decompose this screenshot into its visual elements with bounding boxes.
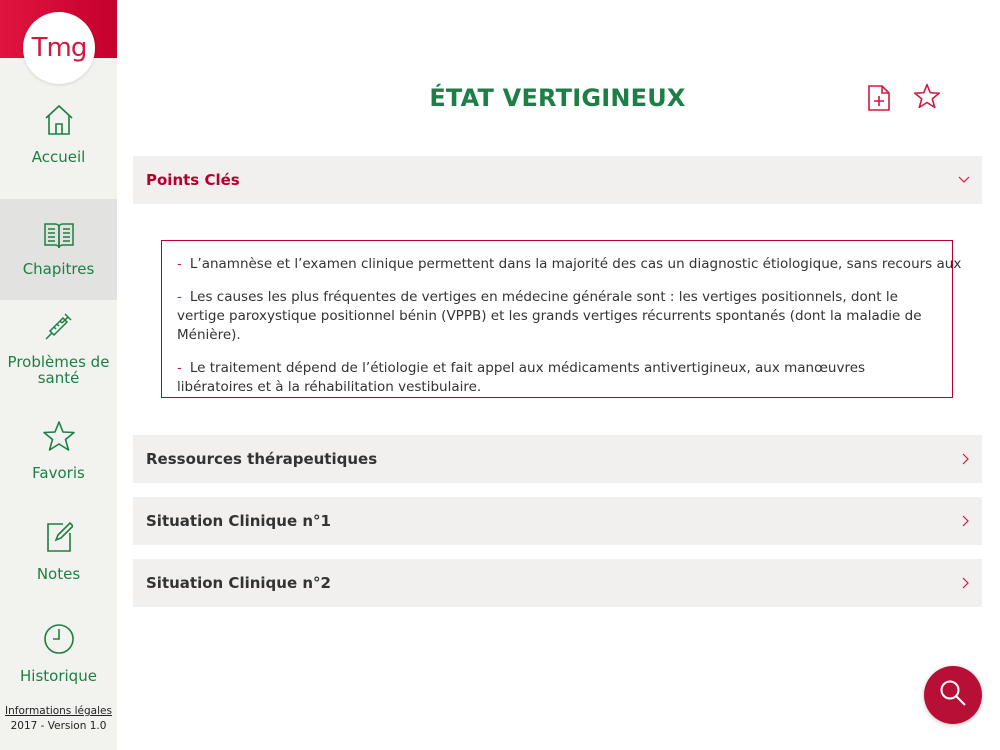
- version-text: 2017 - Version 1.0: [10, 720, 107, 732]
- app-logo[interactable]: [23, 12, 95, 84]
- add-document-icon[interactable]: [867, 85, 891, 115]
- sidebar-item-accueil[interactable]: [0, 104, 117, 192]
- chevron-right-icon: [962, 577, 970, 589]
- syringe-icon: [43, 310, 75, 342]
- sidebar-item-historique[interactable]: [0, 623, 117, 693]
- sidebar-footer: [0, 704, 117, 734]
- section-points-cles[interactable]: [133, 156, 982, 204]
- section-title: Points Clés: [146, 171, 240, 189]
- note-icon: [45, 521, 73, 553]
- chevron-down-icon: [958, 176, 970, 184]
- key-point-text: Les causes les plus fréquentes de vertiges en médecine générale sont : les vertiges positionnels, dont le vertige paroxystique positionnel bénin (VPPB) et les grands vertiges récurrents spontanés (dont la maladie de Ménière).: [177, 289, 922, 343]
- sidebar-item-label: Chapitres: [22, 260, 95, 278]
- page-title: ÉTAT VERTIGINEUX: [429, 84, 686, 112]
- section-situation-clinique-2[interactable]: [133, 559, 982, 607]
- sidebar: [0, 0, 117, 750]
- section-title: Ressources thérapeutiques: [146, 450, 378, 468]
- bullet-dash: -: [177, 256, 182, 272]
- section-ressources-therapeutiques[interactable]: [133, 435, 982, 483]
- chevron-right-icon: [962, 453, 970, 465]
- sidebar-item-chapitres[interactable]: [0, 199, 117, 300]
- sidebar-item-favoris[interactable]: [0, 420, 117, 490]
- favorite-star-icon[interactable]: [914, 83, 940, 113]
- sidebar-item-label: Problèmes de santé: [7, 353, 110, 387]
- key-point-text: L’anamnèse et l’examen clinique permettent dans la majorité des cas un diagnostic étiologique, sans recours aux: [189, 256, 962, 272]
- chevron-right-icon: [962, 515, 970, 527]
- key-points-box: [161, 240, 962, 398]
- sidebar-item-label: Historique: [20, 667, 97, 685]
- book-icon: [43, 220, 75, 250]
- search-icon: [939, 679, 967, 711]
- home-icon: [44, 104, 74, 136]
- legal-info-link[interactable]: Informations légales: [5, 705, 112, 717]
- logo-text: Tmg: [31, 33, 87, 63]
- sidebar-item-label: Accueil: [31, 148, 86, 166]
- bullet-dash: -: [177, 289, 182, 305]
- sidebar-item-label: Notes: [36, 565, 81, 583]
- key-point-item: [177, 255, 962, 274]
- bullet-dash: -: [177, 360, 182, 376]
- sidebar-item-notes[interactable]: [0, 521, 117, 591]
- section-title: Situation Clinique n°2: [146, 574, 331, 592]
- key-point-item: [177, 359, 937, 397]
- sidebar-item-problemes-de-sante[interactable]: [0, 310, 117, 392]
- section-title: Situation Clinique n°1: [146, 512, 331, 530]
- key-point-text: Le traitement dépend de l’étiologie et fait appel aux médicaments antivertigineux, aux manœuvres libératoires et à la réhabilitation vestibulaire.: [177, 360, 866, 395]
- key-point-item: [177, 288, 937, 345]
- star-icon: [43, 420, 75, 452]
- sidebar-item-label: Favoris: [32, 464, 85, 482]
- clock-icon: [43, 623, 75, 655]
- section-situation-clinique-1[interactable]: [133, 497, 982, 545]
- search-button[interactable]: [924, 666, 982, 724]
